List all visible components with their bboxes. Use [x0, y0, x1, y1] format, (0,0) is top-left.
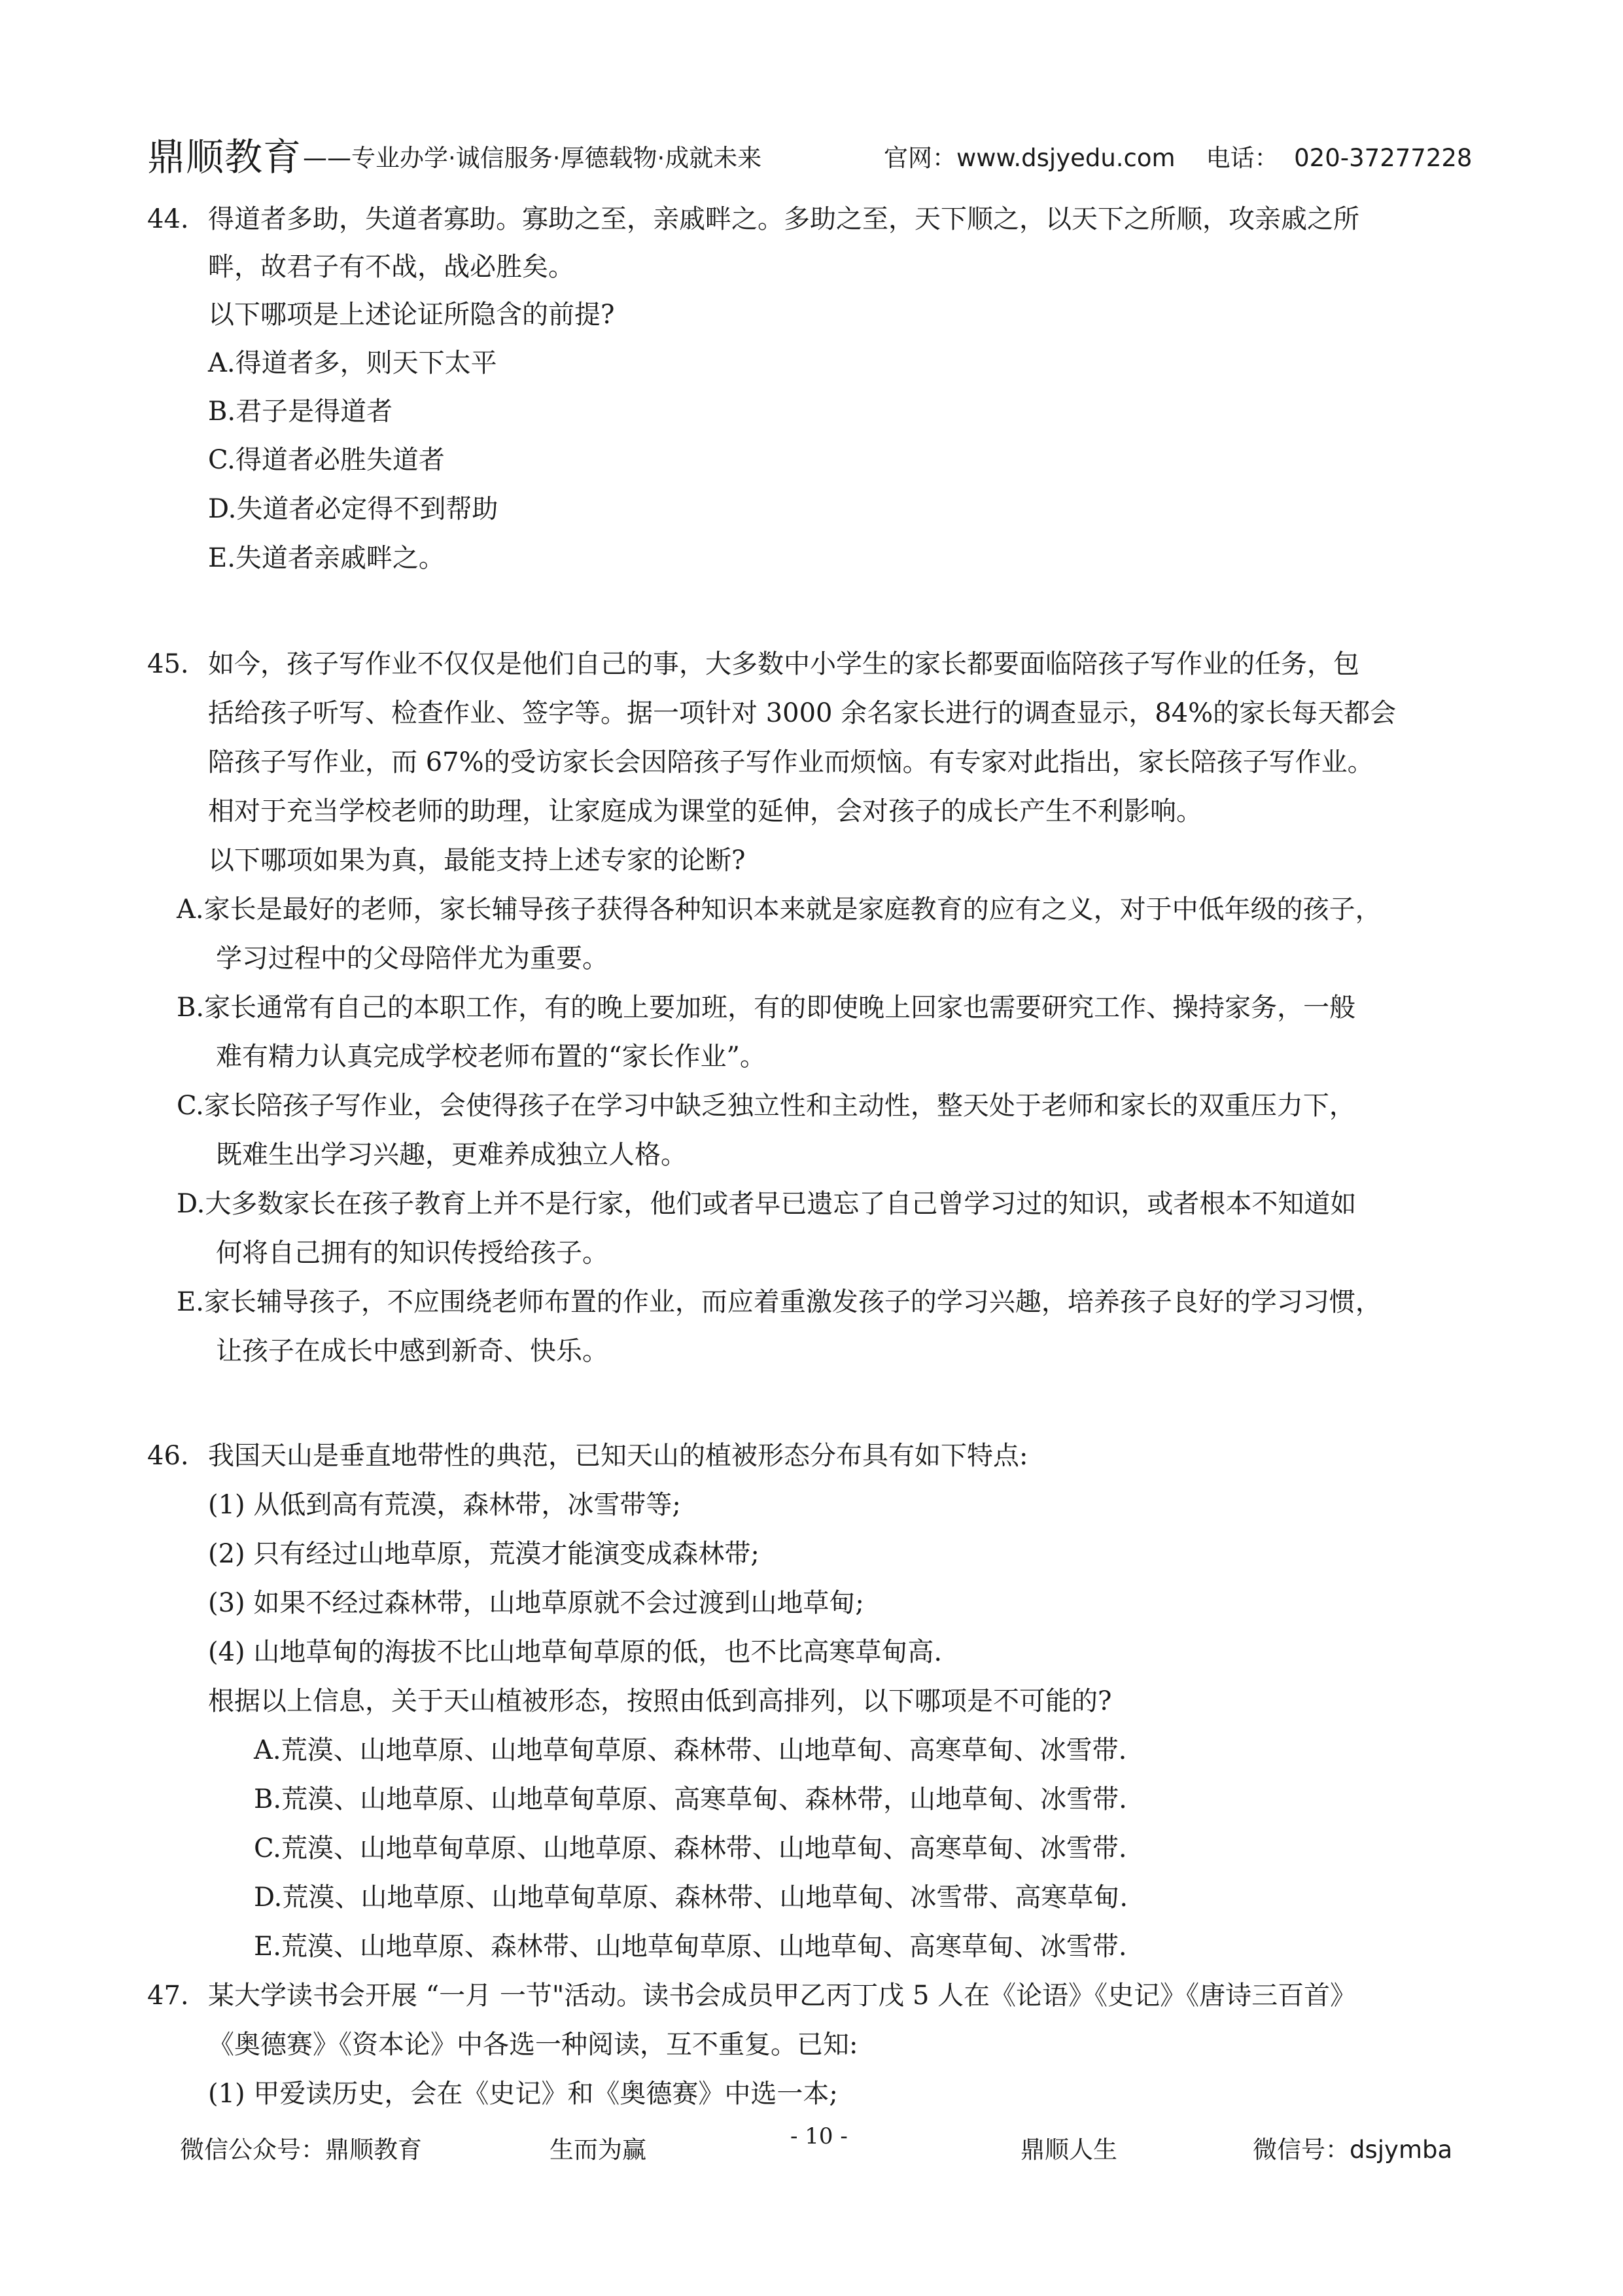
q46-condition-2: (2) 只有经过山地草原，荒漠才能演变成森林带; [208, 1539, 759, 1569]
q45-question: 以下哪项如果为真，最能支持上述专家的论断? [208, 845, 746, 875]
q46-option-a: A.荒漠、山地草原、山地草甸草原、森林带、山地草甸、高寒草甸、冰雪带. [254, 1735, 1127, 1765]
q46-question: 根据以上信息，关于天山植被形态，按照由低到高排列，以下哪项是不可能的? [208, 1686, 1112, 1716]
q45-number: 45. [147, 649, 189, 679]
q45-option-b-line-2: 难有精力认真完成学校老师布置的“家长作业”。 [216, 1042, 766, 1072]
q44-stem-line-1: 得道者多助，失道者寡助。寡助之至，亲戚畔之。多助之至，天下顺之，以天下之所顺，攻亲戚之所 [208, 204, 1359, 234]
q44-option-d: D.失道者必定得不到帮助 [208, 494, 498, 524]
q44-option-c: C.得道者必胜失道者 [208, 445, 445, 475]
q45-option-d-line-1: D.大多数家长在孩子教育上并不是行家，他们或者早已遗忘了自己曾学习过的知识，或者根本不知道如 [177, 1189, 1357, 1219]
q45-option-c-line-1: C.家长陪孩子写作业，会使得孩子在学习中缺乏独立性和主动性，整天处于老师和家长的双重压力下， [177, 1091, 1355, 1121]
q45-stem-line-3: 陪孩子写作业，而 67%的受访家长会因陪孩子写作业而烦恼。有专家对此指出，家长陪孩子写作业。 [208, 747, 1374, 777]
q47-stem-line-1: 某大学读书会开展 “一月 一节"活动。读书会成员甲乙丙丁戊 5 人在《论语》《史记》《唐诗三百首》 [208, 1981, 1357, 2011]
q45-option-e-line-2: 让孩子在成长中感到新奇、快乐。 [216, 1336, 608, 1366]
q45-stem-line-2: 括给孩子听写、检查作业、签字等。据一项针对 3000 余名家长进行的调查显示，84%的家长每天都会 [208, 698, 1397, 728]
brand-slogan: ——专业办学·诚信服务·厚德载物·成就未来 [303, 144, 762, 172]
q44-number: 44. [147, 204, 189, 234]
q46-condition-1: (1) 从低到高有荒漠，森林带，冰雪带等; [208, 1490, 681, 1520]
q46-condition-3: (3) 如果不经过森林带，山地草原就不会过渡到山地草甸; [208, 1588, 864, 1618]
q46-stem: 我国天山是垂直地带性的典范，已知天山的植被形态分布具有如下特点: [208, 1441, 1028, 1471]
q44-option-a: A.得道者多，则天下太平 [208, 348, 497, 378]
q45-option-a-line-2: 学习过程中的父母陪伴尤为重要。 [216, 944, 608, 974]
q45-option-a-line-1: A.家长是最好的老师，家长辅导孩子获得各种知识本来就是家庭教育的应有之义，对于中低年级的孩子， [177, 894, 1382, 925]
q45-option-d-line-2: 何将自己拥有的知识传授给孩子。 [216, 1238, 608, 1268]
q44-stem-line-2: 畔，故君子有不战，战必胜矣。 [208, 252, 574, 282]
q46-option-b: B.荒漠、山地草原、山地草甸草原、高寒草甸、森林带，山地草甸、冰雪带. [254, 1784, 1127, 1814]
q45-stem-line-4: 相对于充当学校老师的助理，让家庭成为课堂的延伸，会对孩子的成长产生不利影响。 [208, 796, 1202, 826]
q47-number: 47. [147, 1981, 189, 2011]
q45-option-e-line-1: E.家长辅导孩子，不应围绕老师布置的作业，而应着重激发孩子的学习兴趣，培养孩子良好的学习习惯， [177, 1287, 1382, 1317]
q46-option-d: D.荒漠、山地草原、山地草甸草原、森林带、山地草甸、冰雪带、高寒草甸. [254, 1882, 1128, 1913]
footer-motto: 生而为赢 [550, 2136, 646, 2164]
q45-option-b-line-1: B.家长通常有自己的本职工作，有的晚上要加班，有的即使晚上回家也需要研究工作、操持家务，一般 [177, 993, 1356, 1023]
brand-name: 鼎顺教育 [147, 135, 302, 179]
q45-option-c-line-2: 既难生出学习兴趣，更难养成独立人格。 [216, 1140, 687, 1170]
q47-stem-line-2: 《奥德赛》《资本论》中各选一种阅读，互不重复。已知: [208, 2030, 858, 2060]
q45-stem-line-1: 如今，孩子写作业不仅仅是他们自己的事，大多数中小学生的家长都要面临陪孩子写作业的任务，包 [208, 649, 1359, 679]
footer-wechat-public: 微信公众号：鼎顺教育 [180, 2136, 422, 2164]
q46-option-c: C.荒漠、山地草甸草原、山地草原、森林带、山地草甸、高寒草甸、冰雪带. [254, 1833, 1127, 1863]
page-number: - 10 - [790, 2123, 848, 2149]
q46-option-e: E.荒漠、山地草原、森林带、山地草甸草原、山地草甸、高寒草甸、冰雪带. [254, 1932, 1127, 1962]
q46-condition-4: (4) 山地草甸的海拔不比山地草甸草原的低，也不比高寒草甸高. [208, 1637, 943, 1667]
q44-question: 以下哪项是上述论证所隐含的前提? [208, 300, 615, 330]
page-header [147, 131, 1475, 183]
q44-option-b: B.君子是得道者 [208, 397, 393, 427]
q47-condition-1: (1) 甲爱读历史，会在《史记》和《奥德赛》中选一本; [208, 2079, 838, 2109]
contact-info: 官网：www.dsjyedu.com 电话： 020-37277228 [884, 144, 1473, 172]
q44-option-e: E.失道者亲戚畔之。 [208, 543, 445, 573]
footer-life: 鼎顺人生 [1021, 2136, 1117, 2164]
footer-wechat-id: 微信号：dsjymba [1253, 2136, 1453, 2164]
q46-number: 46. [147, 1441, 189, 1471]
